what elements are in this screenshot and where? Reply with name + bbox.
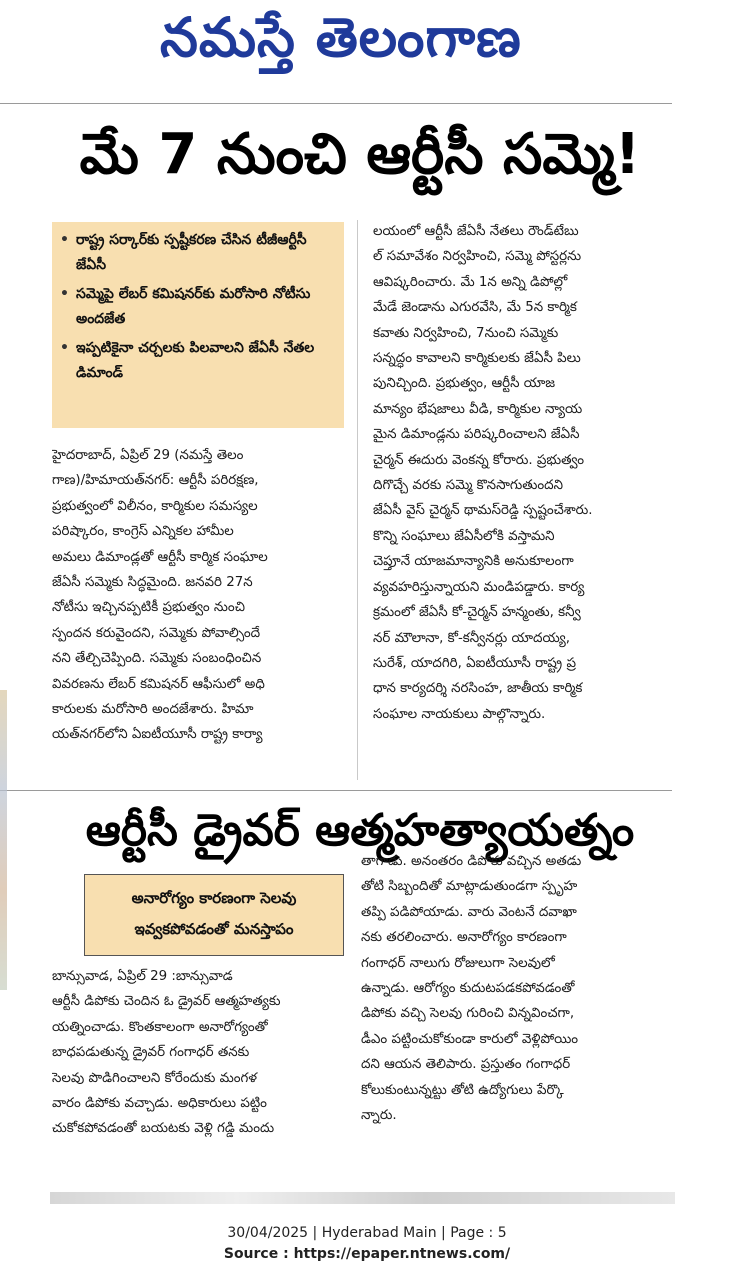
- article-line: సంఘాల నాయకులు పాల్గొన్నారు.: [373, 706, 546, 722]
- article-line: సన్నద్ధం కావాలని కార్మికులకు జేఏసీ పిలు: [373, 351, 581, 367]
- story2-headline: ఆర్టీసీ డ్రైవర్ ఆత్మహత్యాయత్నం: [85, 805, 635, 856]
- story2-column-right: [361, 849, 675, 1128]
- masthead-rule: [0, 103, 672, 104]
- masthead: [0, 0, 734, 100]
- footer-source-line: Source : https://epaper.ntnews.com/: [223, 1246, 511, 1262]
- article-line: కవాతు నిర్వహించి, 7నుంచి సమ్మెకు: [373, 325, 559, 341]
- article-line: దని ఆయన తెలిపారు. ప్రస్తుతం గంగాధర్: [361, 1057, 571, 1073]
- article-line: కారులకు మరోసారి అందజేశారు. హిమా: [52, 702, 254, 718]
- article-line: గంగాధర్ నాలుగు రోజులుగా సెలవులో: [361, 955, 555, 971]
- article-line: నని తేల్చిచెప్పింది. సమ్మెకు సంబంధించిన: [52, 651, 262, 667]
- article-line: తప్పి పడిపోయాడు. వారు వెంటనే దవాఖా: [361, 904, 577, 920]
- article-line: నోటీసు ఇచ్చినప్పటికీ ప్రభుత్వం నుంచి: [52, 600, 245, 616]
- article-line: ఆర్టీసీ డిపోకు చెందిన ఓ డ్రైవర్ ఆత్మహత్యకు: [52, 994, 281, 1010]
- article-line: లయంలో ఆర్టీసీ జేఏసీ నేతలు రౌండ్‌టేబు: [373, 224, 579, 239]
- article-line: నర్ మౌలానా, కో-కన్వీనర్లు యాదయ్య,: [373, 630, 570, 646]
- bullet-icon: •: [60, 286, 69, 302]
- article-line: క్రమంలో జేఏసీ కో-చైర్మన్ హన్మంతు, కన్వీ: [373, 605, 581, 621]
- story2-subhead-box: [84, 874, 344, 956]
- highlight-item: • ఇప్పటికైనా చర్చలకు పిలవాలని జేఏసీ నేతల డిమాండ్: [60, 336, 336, 386]
- article-line: గాణ)/హిమాయత్‌నగర్: ఆర్టీసీ పరిరక్షణ,: [52, 473, 259, 489]
- article-line: కోలుకుంటున్నట్టు తోటి ఉద్యోగులు పేర్కొ: [361, 1082, 564, 1098]
- article-line: న్నారు.: [361, 1108, 397, 1124]
- story2-column-left: [52, 964, 352, 1142]
- article-line: యత్నించాడు. కొంతకాలంగా అనారోగ్యంతో: [52, 1019, 268, 1035]
- article-line: పునిచ్చింది. ప్రభుత్వం, ఆర్టీసీ యాజ: [373, 376, 556, 392]
- article-line: పరిష్కారం, కాంగ్రెస్ ఎన్నికల హామీల: [52, 524, 234, 540]
- article-line: వివరణను లేబర్ కమిషనర్ ఆఫీసులో అధి: [52, 676, 265, 692]
- story-separator: [0, 790, 672, 791]
- article-line: మైన డిమాండ్లను పరిష్కరించాలని జేఏసీ: [373, 427, 580, 443]
- subhead-line: ఇవ్వకపోవడంతో మనస్తాపం: [134, 920, 294, 938]
- article-line: తోటి సిబ్బందితో మాట్లాడుతుండగా స్పృహ: [361, 879, 578, 895]
- article-line: ప్రభుత్వంలో విలీనం, కార్మికుల సమస్యల: [52, 498, 258, 514]
- footer-edition-line: 30/04/2025 | Hyderabad Main | Page : 5: [227, 1225, 507, 1241]
- highlight-item: • సమ్మెపై లేబర్ కమిషనర్‌కు మరోసారి నోటీసు అందజేత: [60, 282, 336, 332]
- adjacent-page-edge: [0, 690, 7, 990]
- article-line: కొన్ని సంఘాలు జేఏసీలోకి వస్తామని: [373, 528, 555, 544]
- article-line: సురేశ్, యాదగిరి, ఏఐటీయూసీ రాష్ట్ర ప్ర: [373, 655, 576, 671]
- bullet-icon: •: [60, 232, 69, 248]
- story1-headline: మే 7 నుంచి ఆర్టీసీ సమ్మె!: [79, 122, 641, 187]
- article-line: ఉన్నాడు. ఆరోగ్యం కుదుటపడకపోవడంతో: [361, 981, 575, 997]
- story1-column-left: [52, 443, 352, 748]
- article-line: ఆవిష్కరించారు. మే 1న అన్ని డిపోల్లో: [373, 274, 568, 290]
- article-line: హైదరాబాద్, ఏప్రిల్ 29 (నమస్తే తెలం: [52, 448, 244, 463]
- article-line: చెప్తూనే యాజమాన్యానికి అనుకూలంగా: [373, 554, 574, 570]
- article-line: చైర్మన్ ఈదురు వెంకన్న కోరారు. ప్రభుత్వం: [373, 452, 585, 468]
- subhead-line: అనారోగ్యం కారణంగా సెలవు: [131, 889, 297, 907]
- story1-highlights-box: [52, 222, 344, 428]
- story1-column-right: [373, 219, 675, 727]
- article-line: మాన్యం భేషజాలు వీడి, కార్మికుల న్యాయ: [373, 401, 583, 417]
- article-line: సెలవు పొడిగించాలని కోరేందుకు మంగళ: [52, 1070, 258, 1086]
- article-line: వ్యవహరిస్తున్నాయని మండిపడ్డారు. కార్య: [373, 579, 585, 595]
- article-line: బాన్సువాడ, ఏప్రిల్ 29 :బాన్సువాడ: [52, 969, 233, 984]
- article-line: దిగొచ్చే వరకు సమ్మె కొనసాగుతుందని: [373, 478, 564, 494]
- newspaper-logo: నమస్తే తెలంగాణ: [160, 6, 522, 69]
- article-line: వారం డిపోకు వచ్చాడు. అధికారులు పట్టిం: [52, 1096, 267, 1112]
- article-line: డిపోకు వచ్చి సెలవు గురించి విన్నవించగా,: [361, 1006, 575, 1022]
- highlight-item: • రాష్ట్ర సర్కార్‌కు స్పష్టీకరణ చేసిన టీజీఆర్టీసీ జేఏసీ: [60, 228, 336, 278]
- article-line: ధాన కార్యదర్శి నరసింహ, జాతీయ కార్మిక: [373, 681, 583, 697]
- article-line: మేడే జెండాను ఎగురవేసి, మే 5న కార్మిక: [373, 300, 577, 316]
- article-line: అమలు డిమాండ్లతో ఆర్టీసీ కార్మిక సంఘాల: [52, 549, 268, 565]
- column-divider: [357, 220, 358, 780]
- article-line: చుకోకపోవడంతో బయటకు వెళ్లి గడ్డి మందు: [52, 1121, 275, 1137]
- article-line: డీఎం పట్టించుకోకుండా కారులో వెళ్లిపోయిం: [361, 1031, 579, 1047]
- bullet-icon: •: [60, 340, 69, 356]
- article-line: తాగాడు. అనంతరం డిపోకు వచ్చిన అతడు: [361, 854, 582, 869]
- cropped-bottom-strip: [50, 1192, 675, 1204]
- article-line: బాధపడుతున్న డ్రైవర్ గంగాధర్ తనకు: [52, 1045, 250, 1061]
- article-line: ల్ సమావేశం నిర్వహించి, సమ్మె పోస్టర్లను: [373, 249, 582, 265]
- article-line: యత్‌నగర్‌లోని ఏఐటీయూసీ రాష్ట్ర కార్యా: [52, 727, 263, 743]
- article-line: స్పందన కరువైందని, సమ్మెకు పోవాల్సిందే: [52, 625, 261, 641]
- article-line: జేఏసీ సమ్మెకు సిద్ధమైంది. జనవరి 27న: [52, 575, 253, 591]
- article-line: జేఏసీ వైస్ చైర్మన్ థామస్‌రెడ్డి స్పష్టంచేశారు.: [373, 503, 593, 519]
- article-line: నకు తరలించారు. అనారోగ్యం కారణంగా: [361, 930, 567, 946]
